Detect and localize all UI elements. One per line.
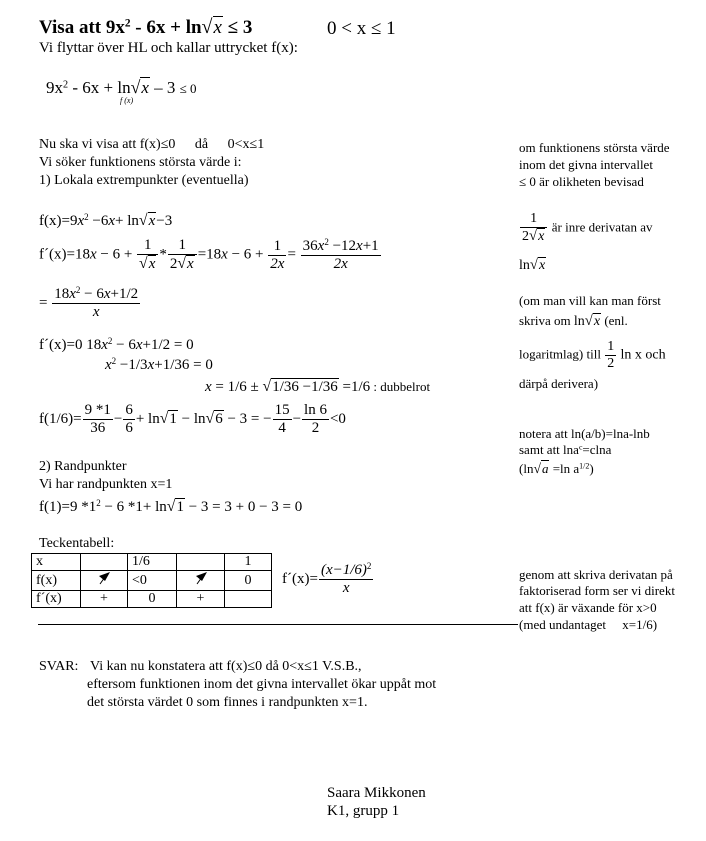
radicand: x bbox=[148, 213, 156, 229]
fraction bbox=[273, 402, 292, 438]
coef: 18 bbox=[86, 337, 102, 353]
answer-line-1: Vi kan nu konstatera att f(x)≤0 då 0<x≤1 V.S.B., bbox=[90, 659, 362, 674]
term: − 6 *1+ ln bbox=[100, 499, 167, 515]
answer-label: SVAR: bbox=[39, 659, 79, 674]
table-cell: + bbox=[177, 591, 225, 608]
intro-text: Vi flyttar över HL och kallar uttrycket f(x): bbox=[39, 40, 298, 56]
numerator: 1 bbox=[168, 237, 197, 255]
note-text: =clna bbox=[582, 442, 612, 457]
lhs: f´(x)=0 bbox=[39, 337, 87, 353]
moved-le0: ≤ 0 bbox=[179, 81, 197, 96]
term: +1/2 bbox=[110, 286, 139, 302]
double-root-note: : dubbelrot bbox=[370, 379, 431, 394]
task-interval: 0<x≤1 bbox=[227, 137, 265, 152]
note-text: samt att lna bbox=[519, 442, 579, 457]
denominator: 2x bbox=[333, 255, 348, 272]
root-solution bbox=[205, 379, 430, 395]
term: −1/3 bbox=[116, 357, 148, 373]
radicand: x bbox=[187, 256, 194, 273]
note-5-line-2: faktoriserad form ser vi direkt bbox=[519, 583, 675, 598]
times: * bbox=[159, 246, 167, 263]
problem-domain: 0 < x ≤ 1 bbox=[327, 18, 396, 39]
fpx-zero: f´(x)=0 $18x^2 - 6x+1/2 = 0$ bbox=[39, 336, 194, 353]
sqrt-symbol: √x bbox=[201, 16, 222, 38]
denominator: x bbox=[92, 304, 100, 321]
author-group: K1, grupp 1 bbox=[327, 803, 400, 819]
moved-text-mid: - 6x + ln bbox=[68, 78, 131, 97]
table-cell bbox=[81, 571, 128, 591]
radicand: x bbox=[141, 78, 149, 97]
lhs: f(1)=9 *1 bbox=[39, 499, 97, 515]
ln: ln bbox=[519, 258, 530, 273]
radicand: 6 bbox=[215, 411, 223, 428]
note-1-line-3: ≤ 0 är olikheten bevisad bbox=[519, 174, 644, 189]
fraction bbox=[83, 402, 113, 438]
fraction bbox=[302, 402, 329, 438]
sqrt-symbol: √a bbox=[533, 461, 549, 476]
moved-text: 9x bbox=[46, 78, 63, 97]
table-cell bbox=[225, 591, 272, 608]
term: − 6 + bbox=[231, 246, 264, 263]
numerator: 1 bbox=[520, 211, 547, 228]
note-5-line-4: (med undantaget x=1/6) bbox=[519, 617, 658, 632]
fraction bbox=[605, 339, 616, 372]
note-text: (enl. bbox=[604, 313, 628, 328]
numerator: 15 bbox=[273, 402, 292, 420]
fraction bbox=[123, 402, 135, 438]
note-text: logaritmlag) till bbox=[519, 346, 601, 362]
fraction: $\frac{1}{√x}$ bbox=[137, 237, 158, 274]
minus: − bbox=[292, 411, 302, 428]
answer-line-2: eftersom funktionen inom det givna intervallet ökar uppåt mot bbox=[87, 677, 437, 692]
term: + ln bbox=[115, 213, 139, 229]
table-cell: <0 bbox=[128, 571, 177, 591]
equals: = bbox=[287, 246, 296, 263]
divider-line bbox=[38, 624, 518, 625]
note-text: ) bbox=[589, 461, 594, 476]
exponent: c bbox=[578, 442, 583, 452]
numerator: ln 6 bbox=[302, 402, 329, 420]
denominator: 36 bbox=[90, 420, 106, 437]
problem-title bbox=[39, 18, 252, 38]
radicand: 1 bbox=[176, 499, 184, 515]
note-1-line-1: om funktionens största värde bbox=[519, 140, 670, 155]
term: − 6 bbox=[80, 286, 104, 302]
sqrt-symbol: √x bbox=[584, 313, 601, 329]
numerator: 1 bbox=[137, 237, 158, 255]
ln: ln bbox=[573, 314, 585, 329]
f-one bbox=[39, 499, 302, 515]
denominator: 2x bbox=[270, 255, 285, 272]
exponent: 2 bbox=[75, 285, 81, 296]
fpx-derivative: f´(x)=18x − 6 + $\frac{1}{√x}$ * $\frac{1}{2√x}$ =18x − 6 + $\frac{1}{2x}$ = $\frac{36x^2 -12x+1}{2x}$ bbox=[39, 236, 379, 273]
sqrt-symbol: √x bbox=[130, 77, 149, 97]
note-3-line-4: därpå derivera) bbox=[519, 376, 599, 391]
task-line-2: Vi söker funktionens största värde i: bbox=[39, 155, 242, 170]
table-cell: x bbox=[32, 554, 81, 571]
denominator: 4 bbox=[278, 420, 286, 437]
normalized-equation: $x^2 -1/3x+1/36 = 0$ bbox=[105, 356, 213, 373]
note-5-line-3: att f(x) är växande för x>0 bbox=[519, 600, 657, 615]
note-4-line-2 bbox=[519, 443, 611, 456]
sign-table-label: Teckentabell: bbox=[39, 536, 115, 551]
term: −6 bbox=[88, 213, 109, 229]
numerator: 9 *1 bbox=[83, 402, 113, 420]
term: −3 bbox=[156, 213, 173, 229]
fx-lhs: f(x)= bbox=[39, 213, 70, 229]
fraction: $\frac{1}{2√x}$ bbox=[168, 237, 197, 274]
f-one-sixth bbox=[39, 402, 346, 438]
denominator: 6 bbox=[125, 420, 133, 437]
term: − 3 = − bbox=[227, 411, 272, 428]
term: − ln bbox=[181, 411, 206, 428]
moved-exponent: 2 bbox=[63, 79, 69, 91]
note-5-line-1: genom att skriva derivatan på bbox=[519, 567, 673, 582]
task-line-1 bbox=[39, 138, 264, 152]
coef: 2 bbox=[522, 229, 529, 245]
table-cell: f(x) bbox=[32, 571, 81, 591]
radicand: 1/36 −1/36 bbox=[272, 379, 338, 395]
table-cell: f´(x) bbox=[32, 591, 81, 608]
sqrt-symbol: √1 bbox=[159, 410, 177, 428]
numerator: (x−1/6) bbox=[320, 562, 367, 578]
radicand: a bbox=[541, 461, 549, 476]
title-text: Visa att 9x bbox=[39, 17, 125, 38]
table-cell: 1 bbox=[225, 554, 272, 571]
sqrt-symbol: √1/36 −1/36 bbox=[262, 378, 338, 395]
fraction: $\frac{36x^2 -12x+1}{2x}$ bbox=[302, 236, 379, 272]
var: x bbox=[205, 379, 212, 395]
term: +1/2 = 0 bbox=[142, 337, 194, 353]
equals: = bbox=[39, 295, 48, 312]
fpx-simplified bbox=[39, 286, 141, 322]
note-text: ln x och bbox=[620, 347, 666, 363]
table-cell: 0 bbox=[225, 571, 272, 591]
note-text: =ln a bbox=[549, 461, 580, 476]
radicand: 1 bbox=[169, 411, 177, 428]
table-cell bbox=[177, 571, 225, 591]
term: +1 bbox=[362, 237, 379, 254]
term: + ln bbox=[135, 411, 160, 428]
table-cell bbox=[81, 554, 128, 571]
radicand: x bbox=[538, 258, 546, 273]
table-row bbox=[32, 591, 272, 608]
title-exponent: 2 bbox=[124, 17, 131, 30]
sign-table bbox=[31, 553, 272, 608]
numerator: 1 bbox=[268, 238, 286, 256]
lhs: f(1/6)= bbox=[39, 411, 82, 428]
note-3-line-1: (om man vill kan man först bbox=[519, 293, 661, 308]
less-than-zero: <0 bbox=[329, 411, 346, 428]
table-row bbox=[32, 554, 272, 571]
exponent: 2 bbox=[366, 561, 372, 572]
task-text: Nu ska vi visa att f(x)≤0 bbox=[39, 137, 176, 152]
task-line-3: 1) Lokala extrempunkter (eventuella) bbox=[39, 173, 249, 188]
radicand: x bbox=[538, 229, 545, 245]
sqrt-symbol: √x bbox=[138, 212, 156, 229]
fx-definition: $f(x)=9x^2 -6x+ \ln√x-3$ bbox=[39, 212, 173, 229]
denominator: x bbox=[342, 580, 350, 597]
radicand: x bbox=[148, 256, 156, 273]
underbrace-label: f (x) bbox=[120, 96, 134, 105]
var: x bbox=[105, 357, 112, 373]
fraction: $\frac{18x^2 - 6x+1/2}{x}$ bbox=[54, 285, 139, 321]
table-cell: 0 bbox=[128, 591, 177, 608]
author-name: Saara Mikkonen bbox=[327, 785, 426, 801]
increasing-arrow-icon bbox=[97, 571, 111, 585]
term: − 6 + bbox=[100, 246, 133, 263]
note-4-line-1: notera att ln(a/b)=lna-lnb bbox=[519, 426, 650, 441]
lhs: f´(x)= bbox=[282, 571, 318, 588]
sqrt-symbol: √1 bbox=[166, 498, 184, 515]
answer-line-3: det största värdet 0 som finnes i randpunkten x=1. bbox=[87, 695, 368, 710]
term: =18 bbox=[197, 246, 222, 263]
factored-derivative bbox=[282, 562, 374, 598]
task-da: då bbox=[194, 137, 209, 152]
note-2 bbox=[519, 211, 652, 245]
minus: − bbox=[113, 411, 123, 428]
exponent: 2 bbox=[107, 336, 113, 347]
table-row bbox=[32, 571, 272, 591]
sqrt-symbol: √6 bbox=[205, 410, 223, 428]
radicand: x bbox=[213, 17, 222, 38]
term: − 6 bbox=[112, 337, 136, 353]
exponent: 2 bbox=[84, 212, 89, 223]
note-text: är inre derivatan av bbox=[551, 219, 653, 235]
numerator: 1 bbox=[605, 339, 616, 356]
coef: 2 bbox=[169, 256, 178, 273]
note-1-line-2: inom det givna intervallet bbox=[519, 157, 653, 172]
sqrt-symbol: √x bbox=[529, 257, 546, 273]
exponent: 1/2 bbox=[579, 461, 590, 471]
table-cell: 1/6 bbox=[128, 554, 177, 571]
term: − 3 = 3 + 0 − 3 = 0 bbox=[184, 499, 303, 515]
term: =1/6 bbox=[338, 379, 371, 395]
note-4-line-3 bbox=[519, 462, 594, 476]
var: x bbox=[89, 246, 97, 263]
numerator: 6 bbox=[123, 402, 135, 420]
table-cell bbox=[177, 554, 225, 571]
table-cell: + bbox=[81, 591, 128, 608]
fraction bbox=[319, 562, 373, 598]
fpx-lhs: f´(x)=18 bbox=[39, 246, 90, 263]
note-2-ln bbox=[519, 258, 546, 273]
denominator: 2 bbox=[607, 356, 615, 372]
title-text-mid: - 6x + ln bbox=[130, 17, 202, 38]
increasing-arrow-icon bbox=[194, 571, 208, 585]
note-3-line-3 bbox=[519, 339, 666, 372]
coef: 36 bbox=[302, 237, 318, 254]
note-3-line-2 bbox=[519, 314, 628, 329]
rand-heading: 2) Randpunkter bbox=[39, 459, 127, 474]
note-text: skriva om bbox=[519, 313, 571, 328]
var: x bbox=[77, 213, 85, 229]
term: +1/36 = 0 bbox=[154, 357, 213, 373]
radicand: x bbox=[593, 314, 601, 329]
title-suffix: ≤ 3 bbox=[222, 17, 253, 38]
moved-suffix: – 3 bbox=[149, 78, 176, 97]
rand-line: Vi har randpunkten x=1 bbox=[39, 477, 173, 492]
fraction: $\frac{1}{2√x}$ bbox=[520, 211, 547, 245]
term: −12 bbox=[328, 237, 357, 254]
coef: 9 bbox=[69, 213, 78, 229]
term: = 1/6 ± bbox=[211, 379, 263, 395]
denominator: 2 bbox=[311, 420, 320, 437]
exponent: 2 bbox=[96, 498, 101, 509]
exponent: 2 bbox=[324, 236, 329, 247]
fraction bbox=[268, 238, 286, 274]
coef: 18 bbox=[54, 286, 70, 302]
note-text: (ln bbox=[519, 461, 534, 476]
exponent: 2 bbox=[111, 356, 117, 367]
moved-expression bbox=[46, 79, 197, 97]
